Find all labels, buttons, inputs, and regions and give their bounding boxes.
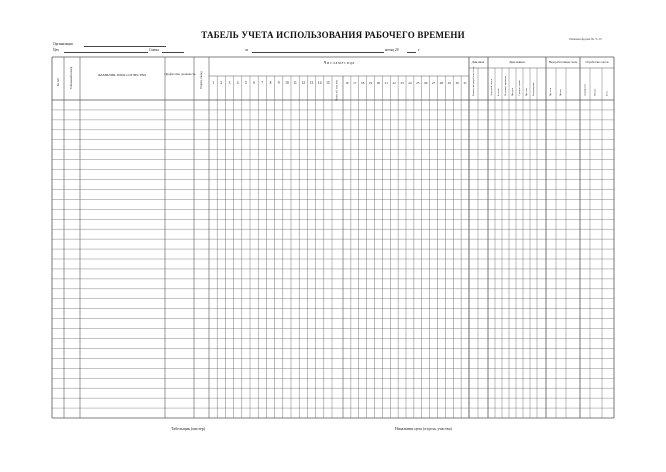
day-number-label: 8 <box>269 81 272 85</box>
position-header: Профессия, должность <box>164 72 196 76</box>
overtime-sub-label: Всего <box>606 90 609 96</box>
unworked-sub-label: Прочие <box>560 89 562 96</box>
day-number-label: 14 <box>317 81 322 85</box>
absence-sub-label: Болезнь <box>497 88 500 96</box>
department-label: Цех <box>53 48 59 52</box>
day-number-label: 23 <box>400 81 404 85</box>
day-number-label: 10 <box>285 81 289 85</box>
day-number-label: 7 <box>261 81 264 85</box>
timekeeper-signature-label: Табельщик (мастер) <box>171 426 206 431</box>
day-number-label: 4 <box>236 81 239 85</box>
day-number-label: 15 <box>326 81 330 85</box>
days-of-month-label: Ч и с л а м е с я ц а <box>323 61 355 65</box>
absence-days-label: Дни неявок <box>509 60 525 64</box>
day-number-label: 17 <box>353 81 357 85</box>
day-number-label: 5 <box>245 81 247 85</box>
shop-head-signature-label: Начальник цеха (отдела, участка) <box>395 426 452 431</box>
day-number-label: 22 <box>392 81 396 85</box>
day-number-label: 20 <box>376 81 381 85</box>
day-number-label: 1 <box>212 81 214 85</box>
overtime-sub-label: Ночные <box>594 88 597 96</box>
day-number-label: 31 <box>463 81 467 85</box>
year-suffix: г. <box>418 48 420 52</box>
tab-number-header: Табельный номер <box>69 66 73 90</box>
day-number-label: 16 <box>345 81 349 85</box>
day-number-label: 28 <box>439 81 444 85</box>
day-number-label: 27 <box>431 81 436 85</box>
day-number-label: 21 <box>384 81 389 85</box>
day-number-label: 6 <box>253 81 255 85</box>
day-number-label: 2 <box>220 81 223 85</box>
day-number-label: 12 <box>301 81 306 85</box>
overtime-hours-label: Отработано часов <box>585 60 609 64</box>
day-number-label: 30 <box>455 81 459 85</box>
day-number-label: 11 <box>293 81 297 85</box>
absence-sub-label: С разреш. админ. <box>518 79 521 96</box>
day-number-label: 29 <box>447 81 452 85</box>
day-number-label: 18 <box>360 81 365 85</box>
period-prefix: за <box>245 48 249 52</box>
unworked-sub-label: Простои <box>550 88 552 96</box>
overtime-sub-label: Сверхурочно <box>584 83 587 96</box>
full-name-header: ФАМИЛИЯ, ИМЯ и ОТЧЕСТВО <box>97 73 147 77</box>
absence-sub-label: По уважит. причинам <box>504 75 507 96</box>
month-label: месяц 20 <box>385 48 399 52</box>
day-number-label: 24 <box>408 81 412 85</box>
absence-sub-label: Простои <box>525 88 528 96</box>
absence-sub-label: Прогулы <box>511 87 514 96</box>
shift-label: Смена <box>149 48 159 52</box>
worked-sub-label: Фактически проработано часов <box>473 66 475 96</box>
worked-days-label: Дни явок <box>471 60 485 64</box>
day-number-label: 19 <box>368 81 373 85</box>
organization-label: Организация <box>53 42 73 46</box>
form-label: Типовая форма № Т-13 <box>569 37 602 41</box>
day-number-label: 9 <box>277 81 280 85</box>
day-number-label: 3 <box>228 81 231 85</box>
unworked-hours-label: Недоработанные часы <box>548 60 578 64</box>
row-number-header: № п/п <box>56 77 60 87</box>
day-number-label: 26 <box>423 81 428 85</box>
day-number-label: 13 <box>309 81 314 85</box>
document-title: ТАБЕЛЬ УЧЕТА ИСПОЛЬЗОВАНИЯ РАБОЧЕГО ВРЕМЕНИ <box>201 30 465 40</box>
grade-header: Разряд, оклад <box>199 71 203 89</box>
half-month-total-label: Итого за I пол. мес. <box>335 79 339 101</box>
absence-sub-label: Командировки <box>532 82 535 96</box>
absence-sub-label: Очередной отпуск <box>490 78 493 96</box>
day-number-label: 25 <box>416 81 420 85</box>
